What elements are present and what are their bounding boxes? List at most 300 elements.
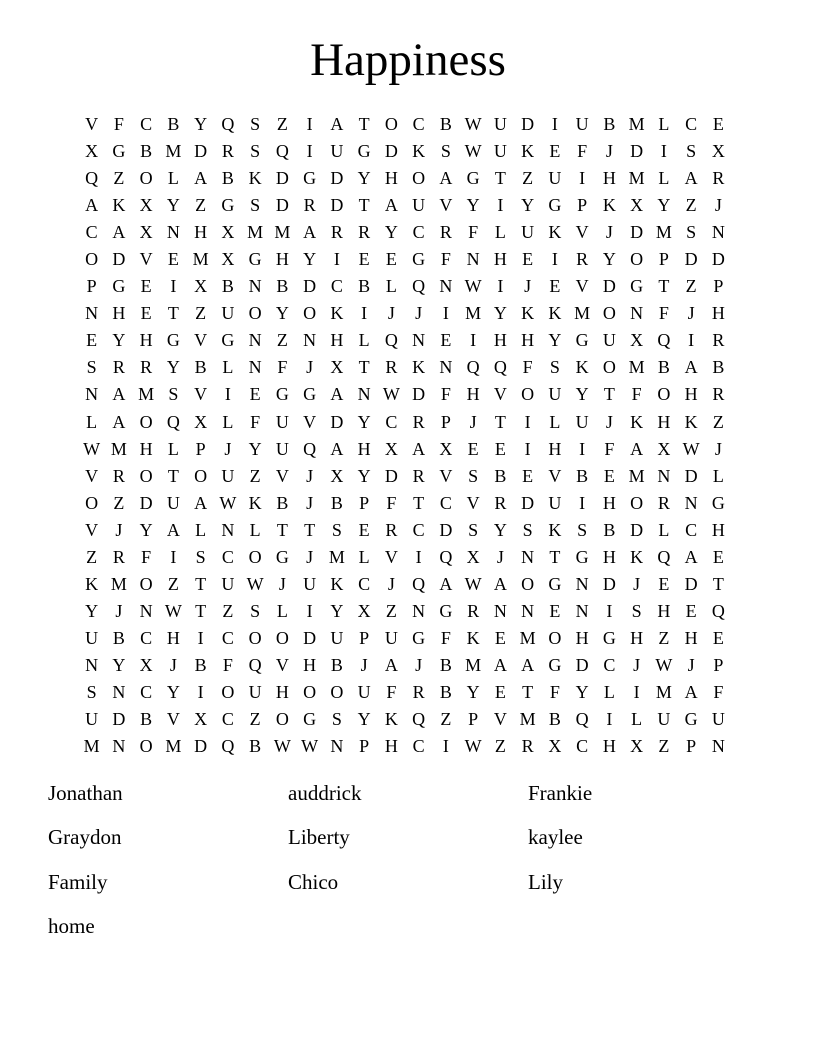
grid-cell: Q [303, 438, 317, 459]
grid-cell: B [576, 465, 589, 486]
grid-cell: D [384, 465, 398, 486]
grid-cell: D [139, 492, 153, 513]
grid-cell: N [521, 546, 535, 567]
grid-cell: Z [167, 573, 179, 594]
grid-cell: B [603, 114, 616, 134]
grid-cell: B [276, 492, 289, 513]
grid-cell: E [712, 114, 724, 134]
grid-cell: J [633, 654, 641, 675]
grid-row [78, 381, 732, 408]
grid-cell: I [361, 303, 368, 324]
grid-cell: B [167, 114, 180, 134]
grid-cell: U [330, 141, 344, 162]
grid-row [78, 625, 732, 652]
grid-cell: R [358, 222, 371, 243]
grid-cell: Z [685, 276, 697, 297]
grid-cell: H [357, 438, 371, 459]
grid-cell: V [466, 492, 480, 513]
grid-cell: N [248, 357, 262, 378]
grid-cell: P [713, 276, 724, 297]
grid-cell: Y [303, 249, 317, 270]
grid-cell: E [140, 276, 152, 297]
grid-cell: B [439, 681, 452, 702]
grid-cell: V [493, 709, 507, 730]
grid-cell: X [466, 546, 480, 567]
grid-cell: Z [113, 168, 125, 189]
grid-cell: W [464, 276, 482, 297]
grid-cell: O [221, 681, 235, 702]
grid-cell: Y [657, 195, 671, 216]
grid-row [78, 490, 732, 517]
grid-cell: U [711, 709, 725, 730]
grid-cell: N [575, 573, 589, 594]
grid-cell: U [548, 492, 562, 513]
grid-cell: X [194, 709, 208, 730]
grid-cell: Y [112, 330, 126, 351]
grid-cell: E [249, 384, 261, 405]
grid-cell: B [140, 141, 153, 162]
grid-cell: H [657, 600, 671, 621]
grid-cell: J [387, 573, 395, 594]
grid-cell: M [628, 168, 645, 189]
grid-cell: A [330, 438, 344, 459]
grid-cell: D [194, 736, 208, 757]
grid-row [78, 463, 732, 490]
grid-cell: E [494, 627, 506, 648]
grid-cell: Y [166, 357, 180, 378]
grid-cell: G [221, 330, 235, 351]
grid-cell: L [249, 519, 261, 540]
grid-cell: U [330, 627, 344, 648]
grid-cell: Z [712, 411, 724, 432]
grid-cell: Z [113, 492, 125, 513]
grid-cell: T [413, 492, 425, 513]
grid-cell: N [466, 249, 480, 270]
grid-cell: Q [575, 709, 589, 730]
grid-cell: G [548, 573, 562, 594]
grid-cell: I [660, 141, 667, 162]
grid-cell: O [303, 303, 317, 324]
grid-cell: H [711, 519, 725, 540]
grid-cell: M [655, 681, 672, 702]
grid-cell: Q [248, 654, 262, 675]
grid-cell: L [658, 114, 670, 134]
grid-cell: O [521, 573, 535, 594]
grid-cell: N [221, 519, 235, 540]
grid-cell: K [330, 573, 344, 594]
grid-cell: J [605, 141, 613, 162]
grid-cell: X [630, 195, 644, 216]
grid-row [78, 598, 732, 625]
grid-cell: S [468, 519, 479, 540]
grid-cell: K [412, 357, 426, 378]
grid-cell: D [684, 465, 698, 486]
grid-cell: F [440, 627, 451, 648]
grid-cell: A [684, 168, 698, 189]
grid-cell: H [684, 627, 698, 648]
grid-cell: T [658, 276, 670, 297]
grid-cell: P [440, 411, 451, 432]
grid-row [78, 300, 732, 327]
grid-cell: O [602, 357, 616, 378]
grid-cell: F [141, 546, 152, 567]
grid-cell: V [384, 546, 398, 567]
grid-cell: K [466, 627, 480, 648]
grid-cell: S [168, 384, 179, 405]
grid-cell: E [385, 249, 397, 270]
grid-cell: W [301, 736, 319, 757]
grid-cell: G [303, 709, 317, 730]
grid-cell: D [384, 141, 398, 162]
grid-cell: R [385, 357, 398, 378]
grid-cell: C [385, 411, 398, 432]
grid-cell: H [602, 492, 616, 513]
grid-cell: R [494, 492, 507, 513]
grid-cell: K [684, 411, 698, 432]
grid-cell: E [358, 519, 370, 540]
grid-cell: Q [493, 357, 507, 378]
grid-row [78, 517, 732, 544]
word-list-item: Frankie [528, 781, 593, 805]
grid-row [78, 706, 732, 733]
grid-cell: L [167, 438, 179, 459]
grid-row [78, 679, 732, 706]
grid-cell: J [524, 276, 532, 297]
grid-cell: Y [548, 330, 562, 351]
grid-cell: B [140, 709, 153, 730]
grid-cell: J [306, 546, 314, 567]
grid-cell: I [579, 492, 586, 513]
grid-cell: F [250, 411, 261, 432]
grid-cell: N [684, 492, 698, 513]
grid-cell: V [194, 330, 208, 351]
grid-cell: F [222, 654, 233, 675]
grid-cell: O [139, 465, 153, 486]
grid-cell: B [194, 654, 207, 675]
grid-cell: Y [357, 465, 371, 486]
grid-cell: P [86, 276, 97, 297]
grid-cell: F [631, 384, 642, 405]
grid-cell: J [360, 654, 368, 675]
grid-cell: J [387, 303, 395, 324]
grid-cell: C [140, 114, 153, 134]
grid-cell: D [330, 411, 344, 432]
grid-cell: O [139, 168, 153, 189]
grid-cell: U [412, 195, 426, 216]
grid-cell: M [465, 303, 482, 324]
grid-cell: B [276, 276, 289, 297]
grid-cell: H [466, 384, 480, 405]
grid-cell: H [493, 249, 507, 270]
grid-cell: E [467, 438, 479, 459]
grid-cell: I [606, 600, 613, 621]
grid-cell: G [575, 330, 589, 351]
grid-cell: A [112, 384, 126, 405]
grid-cell: B [221, 168, 234, 189]
grid-row [78, 733, 732, 760]
grid-cell: B [249, 736, 262, 757]
grid-cell: X [221, 222, 235, 243]
grid-cell: G [112, 141, 126, 162]
grid-cell: Y [575, 384, 589, 405]
grid-cell: M [628, 114, 645, 134]
grid-cell: X [657, 438, 671, 459]
grid-cell: C [221, 546, 234, 567]
grid-cell: Y [85, 600, 99, 621]
grid-cell: O [275, 627, 289, 648]
grid-cell: G [548, 654, 562, 675]
grid-cell: R [112, 465, 125, 486]
grid-cell: U [548, 168, 562, 189]
grid-cell: J [415, 303, 423, 324]
grid-cell: N [657, 465, 671, 486]
grid-row [78, 354, 732, 381]
grid-cell: L [658, 168, 670, 189]
grid-cell: E [549, 600, 561, 621]
grid-cell: H [521, 330, 535, 351]
grid-cell: U [575, 411, 589, 432]
grid-row [78, 219, 732, 246]
word-list-item: kaylee [528, 825, 583, 850]
grid-cell: A [112, 222, 126, 243]
grid-cell: Q [221, 736, 235, 757]
grid-cell: T [494, 411, 506, 432]
grid-cell: M [655, 222, 672, 243]
grid-cell: R [467, 600, 480, 621]
grid-cell: U [248, 681, 262, 702]
grid-cell: R [412, 411, 425, 432]
word-list-item: home [48, 913, 95, 938]
grid-cell: V [85, 519, 99, 540]
grid-cell: H [630, 627, 644, 648]
grid-cell: B [221, 276, 234, 297]
grid-cell: J [278, 573, 286, 594]
grid-cell: U [493, 141, 507, 162]
grid-cell: N [139, 600, 153, 621]
grid-cell: K [630, 411, 644, 432]
grid-cell: O [248, 546, 262, 567]
grid-cell: T [167, 303, 179, 324]
grid-cell: Z [195, 303, 207, 324]
grid-cell: Y [166, 195, 180, 216]
grid-cell: C [330, 276, 343, 297]
grid-cell: U [602, 330, 616, 351]
grid-cell: X [630, 736, 644, 757]
grid-cell: X [194, 411, 208, 432]
grid-cell: A [194, 168, 208, 189]
grid-cell: V [493, 384, 507, 405]
grid-cell: A [166, 519, 180, 540]
grid-cell: E [549, 276, 561, 297]
grid-cell: G [248, 249, 262, 270]
grid-row [78, 544, 732, 571]
grid-cell: Y [166, 681, 180, 702]
grid-cell: D [112, 709, 126, 730]
grid-cell: T [358, 114, 370, 134]
grid-row [78, 192, 732, 219]
grid-cell: M [328, 546, 345, 567]
grid-cell: E [712, 627, 724, 648]
grid-cell: E [494, 438, 506, 459]
grid-cell: X [357, 600, 371, 621]
grid-cell: J [605, 222, 613, 243]
grid-cell: L [494, 222, 506, 243]
grid-cell: D [575, 654, 589, 675]
grid-cell: V [139, 249, 153, 270]
grid-cell: T [712, 573, 724, 594]
grid-cell: Y [112, 654, 126, 675]
grid-cell: O [548, 627, 562, 648]
grid-cell: U [548, 384, 562, 405]
grid-cell: Y [248, 438, 262, 459]
grid-cell: M [628, 357, 645, 378]
grid-cell: W [273, 736, 291, 757]
grid-cell: U [85, 627, 99, 648]
grid-cell: Q [657, 546, 671, 567]
grid-cell: G [303, 384, 317, 405]
grid-cell: E [658, 573, 670, 594]
grid-cell: K [384, 709, 398, 730]
grid-cell: F [440, 384, 451, 405]
grid-cell: R [385, 519, 398, 540]
grid-cell: T [195, 573, 207, 594]
word-list-item: Lily [528, 869, 563, 894]
grid-cell: P [195, 438, 206, 459]
grid-cell: W [164, 600, 182, 621]
grid-cell: J [687, 303, 695, 324]
grid-cell: C [412, 736, 425, 757]
grid-cell: N [357, 384, 371, 405]
grid-cell: M [138, 384, 155, 405]
grid-cell: T [603, 384, 615, 405]
grid-row [78, 652, 732, 679]
grid-cell: I [442, 303, 449, 324]
grid-cell: M [165, 736, 182, 757]
grid-cell: Y [493, 303, 507, 324]
grid-cell: Z [440, 709, 452, 730]
grid-cell: Y [466, 681, 480, 702]
grid-cell: E [440, 330, 452, 351]
grid-cell: V [439, 195, 453, 216]
grid-cell: T [304, 519, 316, 540]
grid-cell: I [197, 627, 204, 648]
grid-cell: S [195, 546, 206, 567]
grid-cell: G [166, 330, 180, 351]
grid-cell: W [682, 438, 700, 459]
grid-cell: H [384, 168, 398, 189]
grid-cell: Q [657, 330, 671, 351]
grid-cell: N [439, 276, 453, 297]
grid-row [78, 246, 732, 273]
grid-cell: H [139, 438, 153, 459]
grid-cell: V [548, 465, 562, 486]
grid-cell: O [85, 249, 99, 270]
word-list [48, 779, 768, 956]
grid-cell: U [85, 709, 99, 730]
grid-cell: H [275, 681, 289, 702]
grid-cell: Q [85, 168, 99, 189]
grid-cell: A [439, 168, 453, 189]
grid-cell: J [714, 438, 722, 459]
grid-cell: X [194, 276, 208, 297]
grid-cell: N [412, 600, 426, 621]
grid-cell: A [684, 357, 698, 378]
grid-cell: I [170, 276, 177, 297]
grid-cell: R [712, 168, 725, 189]
grid-cell: V [439, 465, 453, 486]
grid-cell: O [303, 681, 317, 702]
grid-row [78, 138, 732, 165]
grid-cell: H [684, 384, 698, 405]
grid-cell: Q [466, 357, 480, 378]
grid-cell: S [86, 681, 97, 702]
grid-cell: V [303, 411, 317, 432]
grid-cell: E [712, 546, 724, 567]
grid-cell: H [602, 168, 616, 189]
grid-cell: Z [685, 195, 697, 216]
grid-cell: J [714, 195, 722, 216]
grid-cell: T [358, 357, 370, 378]
grid-cell: K [548, 303, 562, 324]
grid-cell: C [221, 627, 234, 648]
grid-cell: V [85, 465, 99, 486]
grid-cell: H [384, 736, 398, 757]
grid-cell: I [333, 249, 340, 270]
grid-cell: J [469, 411, 477, 432]
grid-cell: B [330, 492, 343, 513]
grid-cell: N [112, 681, 126, 702]
grid-cell: J [605, 411, 613, 432]
grid-cell: Q [221, 114, 235, 134]
grid-cell: L [195, 519, 207, 540]
grid-cell: R [112, 357, 125, 378]
grid-cell: V [166, 709, 180, 730]
grid-cell: S [468, 465, 479, 486]
grid-cell: H [711, 303, 725, 324]
grid-cell: Z [494, 736, 506, 757]
grid-cell: F [713, 681, 724, 702]
grid-cell: G [412, 249, 426, 270]
grid-cell: N [521, 600, 535, 621]
grid-cell: J [169, 654, 177, 675]
grid-cell: I [497, 195, 504, 216]
grid-cell: K [248, 168, 262, 189]
grid-cell: A [630, 438, 644, 459]
grid-cell: X [330, 357, 344, 378]
grid-row [78, 111, 732, 138]
grid-row [78, 165, 732, 192]
grid-cell: K [521, 303, 535, 324]
grid-cell: H [139, 330, 153, 351]
grid-cell: W [382, 384, 400, 405]
word-list-item: Family [48, 869, 108, 894]
grid-cell: W [655, 654, 673, 675]
grid-cell: C [576, 736, 589, 757]
grid-cell: S [86, 357, 97, 378]
grid-cell: B [194, 357, 207, 378]
grid-cell: H [303, 654, 317, 675]
grid-cell: F [468, 222, 479, 243]
grid-cell: C [85, 222, 98, 243]
grid-cell: C [412, 222, 425, 243]
grid-cell: M [247, 222, 264, 243]
grid-cell: T [358, 195, 370, 216]
grid-cell: D [521, 492, 535, 513]
grid-cell: R [657, 492, 670, 513]
grid-cell: G [275, 384, 289, 405]
grid-cell: S [250, 114, 261, 134]
grid-cell: U [575, 114, 589, 134]
